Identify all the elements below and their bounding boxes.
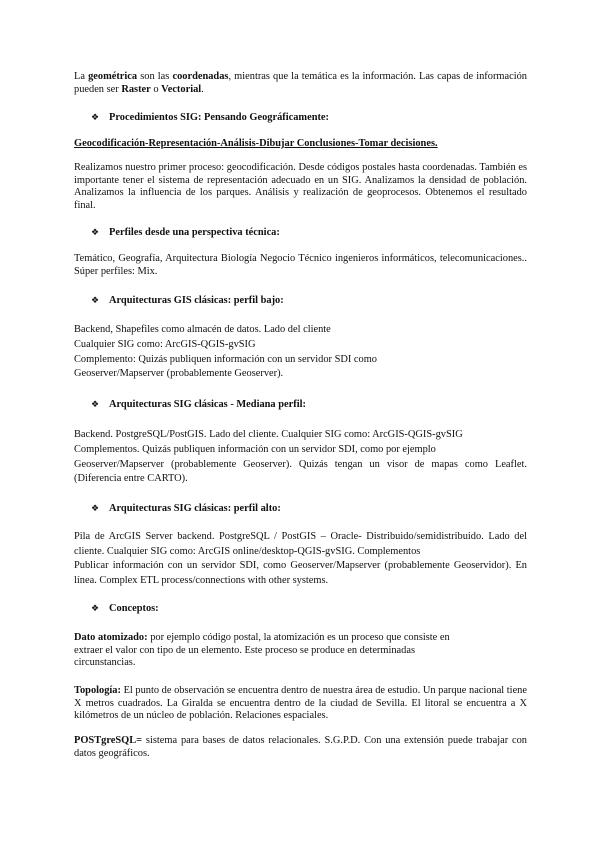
intro-paragraph: [74, 71, 527, 96]
concept-topologia: [74, 685, 527, 723]
text-line: Backend, Shapefiles como almacén de datos. Lado del cliente: [74, 324, 331, 335]
concept-text: circunstancias.: [74, 657, 136, 669]
term-coordenadas: coordenadas: [172, 71, 229, 82]
paragraph-procedimientos: Realizamos nuestro primer proceso: geocodificación. Desde códigos postales hasta coordenadas. También es importante tener el sistema de representación adecuado en un SIG. Analizamos la densidad de población. Analizamos la influencia de los parques. Análisis y realización de geoprocesos. Obtenemos el resultado final.: [74, 162, 527, 211]
concept-postgresql: [74, 735, 527, 760]
text-paragraph: Publicar información con un servidor SDI, como Geoserver/Mapserver (probablemente Geoservidor). En línea. Complex ETL process/connections with other systems.: [74, 560, 527, 586]
intro-text: son las: [137, 71, 173, 82]
heading-text: Conceptos:: [109, 603, 159, 614]
diamond-bullet-icon: ❖: [91, 603, 100, 613]
subheading-procedimientos: [74, 138, 527, 151]
diamond-bullet-icon: ❖: [91, 112, 100, 122]
heading-text: Arquitecturas SIG clásicas: perfil alto:: [109, 503, 281, 514]
text-line: Backend. PostgreSQL/PostGIS. Lado del cliente. Cualquier SIG como: ArcGIS-QGIS-gvSIG: [74, 429, 463, 440]
text-line: Complemento: Quizás publiquen información con un servidor SDI como: [74, 353, 378, 365]
heading-perfil-mediano: [91, 398, 306, 412]
diamond-bullet-icon: ❖: [91, 295, 100, 305]
concept-text: El punto de observación se encuentra dentro de nuestra área de estudio. Un parque nacional tiene X metros cuadrados. La Giralda se encuentra dentro de la ciudad de Sevilla. El litoral se encuentra a X kilómetros de un núcleo de población. Relaciones espaciales.: [74, 685, 527, 722]
intro-text: , mientras que la temática es la información. Las capas de información pueden ser: [74, 71, 527, 95]
heading-text: Procedimientos SIG: Pensando Geográficamente:: [109, 112, 329, 123]
concept-text: extraer el valor con tipo de un elemento. Este proceso se produce en determinadas: [74, 644, 416, 656]
heading-text: Arquitecturas GIS clásicas: perfil bajo:: [109, 295, 284, 306]
intro-text: La: [74, 71, 89, 82]
heading-procedimientos: [91, 111, 329, 125]
lines-perfil-bajo: [74, 323, 527, 382]
diamond-bullet-icon: ❖: [91, 503, 100, 513]
intro-text: o: [150, 83, 162, 95]
concept-text: por ejemplo código postal, la atomización es un proceso que consiste en: [147, 632, 450, 643]
text-line: Cualquier SIG como: ArcGIS-QGIS-gvSIG: [74, 338, 256, 350]
paragraph-perfil-alto: [74, 530, 527, 588]
heading-perfil-bajo: [91, 294, 284, 308]
concept-term: POSTgreSQL=: [74, 735, 143, 746]
term-geometrica: geométrica: [88, 71, 138, 82]
heading-text: Arquitecturas SIG clásicas - Mediana perfil:: [109, 399, 306, 410]
diamond-bullet-icon: ❖: [91, 227, 100, 237]
concept-text: sistema para bases de datos relacionales. S.G.P.D. Con una extensión puede trabajar con datos geográficos.: [74, 735, 527, 759]
text-paragraph: Geoserver/Mapserver (probablemente Geoserver). Quizás tengan un visor de mapas como Leaflet. (Diferencia entre CARTO).: [74, 458, 527, 485]
concept-dato-atomizado: [74, 632, 527, 670]
subheading-text: Geocodificación-Representación-Análisis-Dibujar Conclusiones-Tomar decisiones.: [74, 138, 438, 149]
concept-term: Topología:: [74, 685, 121, 696]
term-vectorial: Vectorial: [161, 83, 202, 95]
text-line: Complementos. Quizás publiquen información con un servidor SDI, como por ejemplo: [74, 443, 436, 455]
heading-perfiles: [91, 226, 280, 240]
text-line: Geoserver/Mapserver (probablemente Geoserver).: [74, 368, 284, 380]
intro-text: .: [201, 83, 204, 95]
diamond-bullet-icon: ❖: [91, 399, 100, 409]
lines-perfil-mediano: [74, 428, 527, 487]
heading-conceptos: [91, 602, 159, 616]
heading-perfil-alto: [91, 502, 281, 516]
heading-text: Perfiles desde una perspectiva técnica:: [109, 227, 280, 238]
paragraph-perfiles: Temático, Geografía, Arquitectura Biología Negocio Técnico ingenieros informáticos, telecomunicaciones.. Súper perfiles: Mix.: [74, 253, 527, 277]
text-paragraph: Pila de ArcGIS Server backend. PostgreSQL / PostGIS – Oracle- Distribuido/semidistribuido. Lado del cliente. Cualquier SIG como: ArcGIS online/desktop-QGIS-gvSIG. Complementos: [74, 531, 527, 557]
term-raster: Raster: [121, 83, 151, 95]
concept-term: Dato atomizado:: [74, 632, 148, 643]
